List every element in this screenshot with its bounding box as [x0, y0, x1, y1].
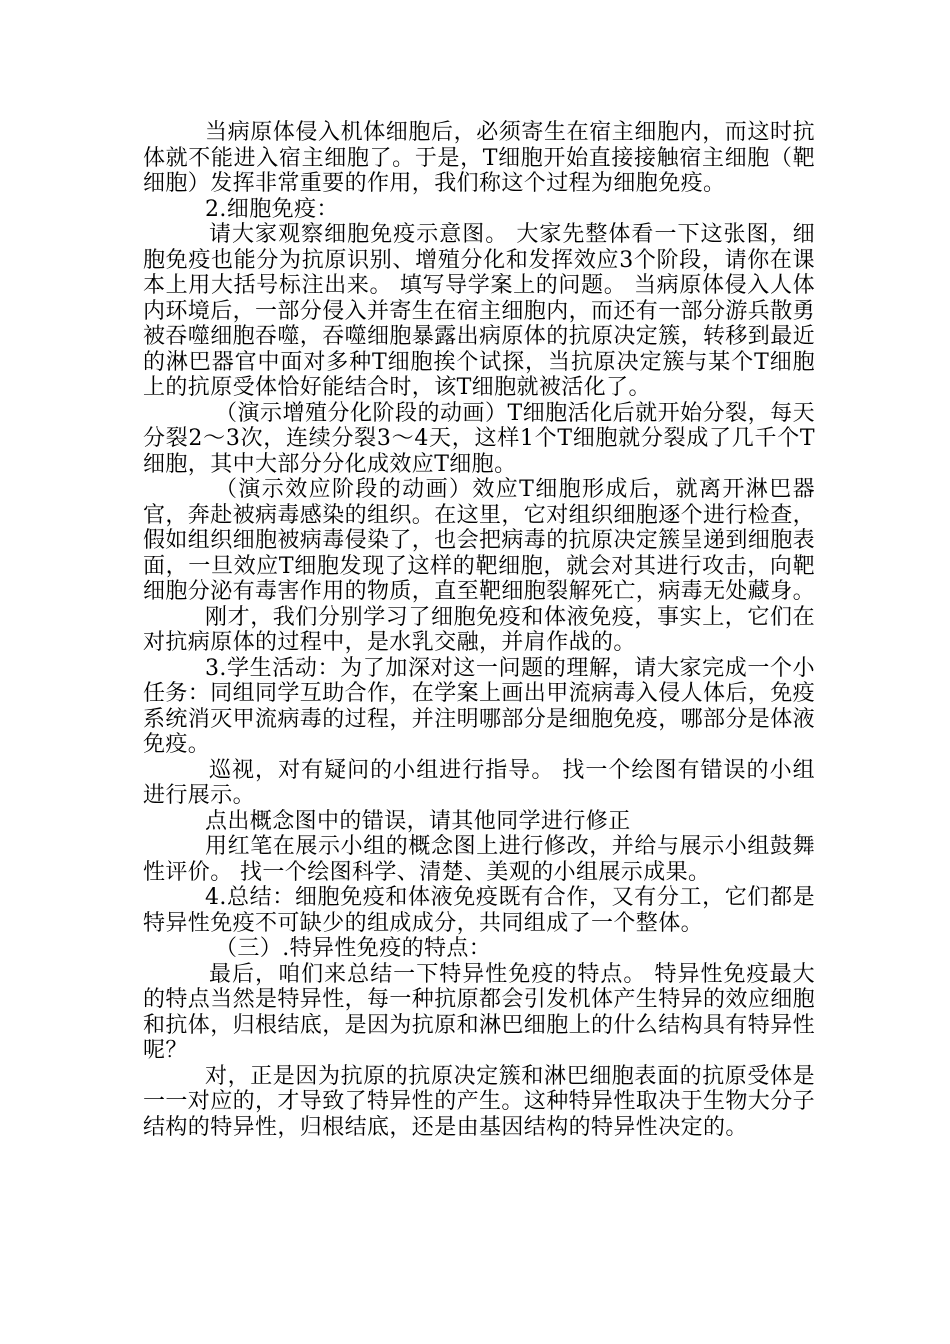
- heading-specific-immunity-features: （三）.特异性免疫的特点：: [215, 936, 492, 961]
- paragraph-cooperation: 刚才，我们分别学习了细胞免疫和体液免疫，事实上，它们在对抗病原体的过程中，是水乳交融，并肩作战的。: [143, 604, 815, 655]
- paragraph-point-errors: 点出概念图中的错误，请其他同学进行修正: [205, 808, 631, 834]
- paragraph-cell-immunity-diagram: 请大家观察细胞免疫示意图。 大家先整体看一下这张图，细胞免疫也能分为抗原识别、增殖分化和发挥效应3个阶段，请你在课本上用大括号标注出来。 填写导学案上的问题。 当病原体侵入人体内环境后，一部分侵入并寄生在宿主细胞内，而还有一部分游兵散勇被吞噬细胞吞噬，吞噬细胞暴露出病原体的抗原决定簇，转移到最近的淋巴器官中面对多种T细胞挨个试探，当抗原决定簇与某个T细胞上的抗原受体恰好能结合时，该T细胞就被活化了。: [143, 222, 816, 400]
- paragraph-features-answer: 对，正是因为抗原的抗原决定簇和淋巴细胞表面的抗原受体是一一对应的，才导致了特异性的产生。这种特异性取决于生物大分子结构的特异性，归根结底，还是由基因结构的特异性决定的。: [143, 1063, 816, 1140]
- paragraph-patrol: 巡视，对有疑问的小组进行指导。 找一个绘图有错误的小组进行展示。: [143, 757, 815, 808]
- paragraph-effector-animation: （演示效应阶段的动画）效应T细胞形成后，就离开淋巴器官，奔赴被病毒感染的组织。在这里，它对组织细胞逐个进行检查，假如组织细胞被病毒侵染了，也会把病毒的抗原决定簇呈递到细胞表面，一旦效应T细胞发现了这样的靶细胞，就会对其进行攻击，向靶细胞分泌有毒害作用的物质，直至靶细胞裂解死亡，病毒无处藏身。: [143, 477, 816, 604]
- paragraph-summary: 4.总结：细胞免疫和体液免疫既有合作，又有分工，它们都是特异性免疫不可缺少的组成成分，共同组成了一个整体。: [143, 885, 815, 936]
- paragraph-student-activity: 3.学生活动：为了加深对这一问题的理解，请大家完成一个小任务：同组同学互助合作，在学案上画出甲流病毒入侵人体后，免疫系统消灭甲流病毒的过程，并注明哪部分是细胞免疫，哪部分是体液免疫。: [143, 655, 816, 757]
- paragraph-cell-immunity-intro: 当病原体侵入机体细胞后，必须寄生在宿主细胞内，而这时抗体就不能进入宿主细胞了。于是，T细胞开始直接接触宿主细胞（靶细胞）发挥非常重要的作用，我们称这个过程为细胞免疫。: [143, 120, 815, 196]
- heading-cell-immunity: 2.细胞免疫：: [205, 196, 339, 222]
- paragraph-features-question: 最后，咱们来总结一下特异性免疫的特点。 特异性免疫最大的特点当然是特异性，每一种抗原都会引发机体产生特异的效应细胞和抗体，归根结底，是因为抗原和淋巴细胞上的什么结构具有特异性呢？: [143, 961, 816, 1063]
- document-body: [143, 120, 815, 1140]
- paragraph-red-pen: 用红笔在展示小组的概念图上进行修改，并给与展示小组鼓舞性评价。 找一个绘图科学、清楚、美观的小组展示成果。: [143, 834, 815, 885]
- paragraph-proliferation-animation: （演示增殖分化阶段的动画）T细胞活化后就开始分裂，每天分裂2～3次，连续分裂3～4天，这样1个T细胞就分裂成了几千个T细胞，其中大部分分化成效应T细胞。: [143, 400, 815, 477]
